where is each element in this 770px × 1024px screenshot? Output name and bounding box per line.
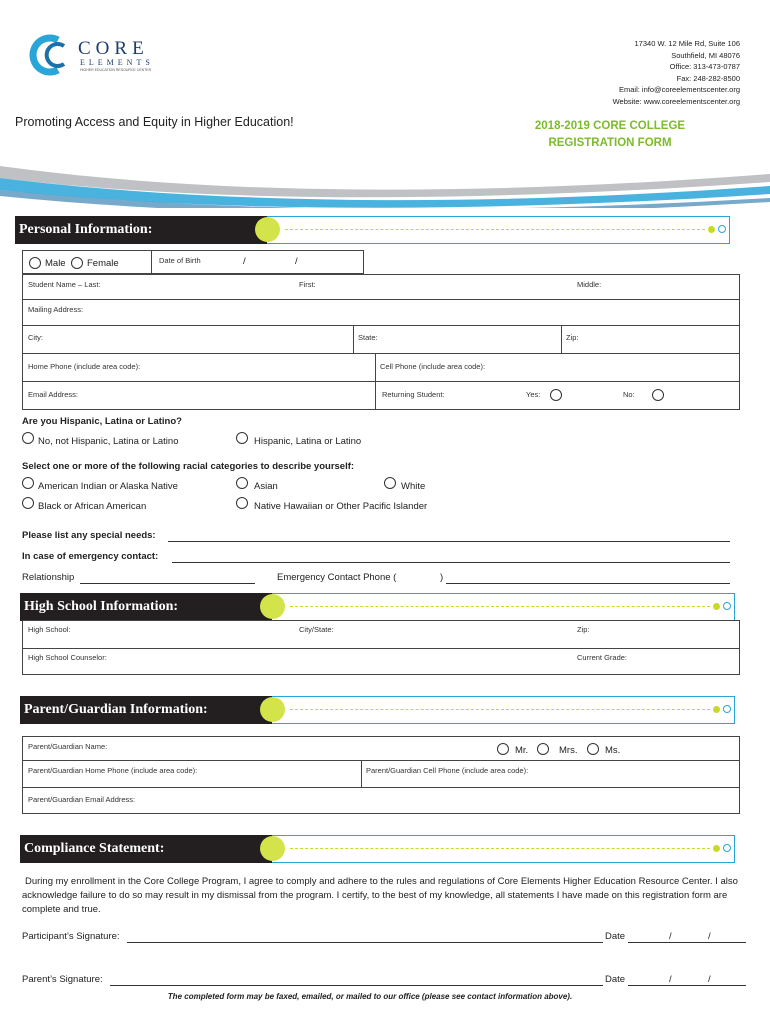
tagline: Promoting Access and Equity in Higher Education! xyxy=(15,115,294,129)
returning-no-radio[interactable] xyxy=(652,389,664,401)
parent-cell-phone-label: Parent/Guardian Cell Phone (include area code): xyxy=(366,766,529,775)
compliance-heading: Compliance Statement: xyxy=(20,835,272,863)
special-needs-label: Please list any special needs: xyxy=(22,530,156,541)
form-title-line-1: 2018-2019 CORE COLLEGE xyxy=(534,120,686,132)
website: Website: www.coreelementscenter.org xyxy=(612,96,740,106)
form-title-line-2: REGISTRATION FORM xyxy=(548,137,672,149)
parent-signature-line[interactable] xyxy=(110,985,603,986)
hispanic-label: Hispanic, Latina or Latino xyxy=(254,436,362,447)
grade-label: Current Grade: xyxy=(577,653,628,662)
state-label: State: xyxy=(358,333,378,342)
parent-section-header xyxy=(20,696,735,724)
footer-note: The completed form may be faxed, emailed, or mailed to our office (please see contact information above). xyxy=(167,992,573,1001)
middle-name-label: Middle: xyxy=(577,280,602,289)
relationship-label: Relationship xyxy=(22,572,75,583)
female-radio[interactable] xyxy=(71,257,83,269)
logo-tagline: HIGHER EDUCATION RESOURCE CENTER xyxy=(80,68,152,72)
no-label: No: xyxy=(623,390,635,399)
parent-grid xyxy=(22,736,740,814)
emergency-phone-line[interactable] xyxy=(446,583,730,584)
fax: Fax: 248-282-8500 xyxy=(676,73,740,83)
home-phone-label: Home Phone (include area code): xyxy=(28,362,141,371)
participant-signature-label: Participant’s Signature: xyxy=(22,931,120,942)
american-indian-label: American Indian or Alaska Native xyxy=(38,481,178,492)
dob-slash-1: / xyxy=(243,256,246,267)
city-label: City: xyxy=(28,333,43,342)
black-radio[interactable] xyxy=(22,497,34,509)
logo xyxy=(20,34,170,76)
black-label: Black or African American xyxy=(38,501,147,512)
parent-date-slash-1: / xyxy=(669,974,672,985)
returning-yes-radio[interactable] xyxy=(550,389,562,401)
logo-subtext: ELEMENTS xyxy=(80,58,154,67)
counselor-label: High School Counselor: xyxy=(28,653,107,662)
personal-heading: Personal Information: xyxy=(15,216,267,244)
mr-radio[interactable] xyxy=(497,743,509,755)
participant-date-line[interactable] xyxy=(628,942,746,943)
contact-block xyxy=(613,38,740,107)
parent-email-label: Parent/Guardian Email Address: xyxy=(28,795,136,804)
emergency-phone-label: Emergency Contact Phone ( xyxy=(277,572,397,583)
participant-date-slash-1: / xyxy=(669,931,672,942)
hs-city-state-label: City/State: xyxy=(299,625,334,634)
dob-label: Date of Birth xyxy=(159,256,201,265)
high-school-heading: High School Information: xyxy=(20,593,272,621)
parent-date-line[interactable] xyxy=(628,985,746,986)
dob-slash-2: / xyxy=(295,256,298,267)
female-label: Female xyxy=(87,258,119,269)
ms-radio[interactable] xyxy=(587,743,599,755)
personal-section-header xyxy=(15,216,730,244)
parent-home-phone-label: Parent/Guardian Home Phone (include area code): xyxy=(28,766,198,775)
compliance-section-header xyxy=(20,835,735,863)
cell-phone-label: Cell Phone (include area code): xyxy=(380,362,486,371)
email-label: Email Address: xyxy=(28,390,79,399)
email: Email: info@coreelementscenter.org xyxy=(618,85,740,94)
zip-label: Zip: xyxy=(566,333,579,342)
mr-label: Mr. xyxy=(515,745,529,756)
compliance-text: During my enrollment in the Core College Program, I agree to comply and adhere to the rules and regulations of Core Elements Higher Education Resource Center. I also acknowledge failure to do so may result in my dismissal from the program. I certify, to the best of my knowledge, all statements I have made on this registration form are complete and true. xyxy=(22,876,738,915)
participant-date-slash-2: / xyxy=(708,931,711,942)
personal-grid xyxy=(22,274,740,410)
yes-label: Yes: xyxy=(526,390,541,399)
parent-heading: Parent/Guardian Information: xyxy=(20,696,272,724)
ms-label: Ms. xyxy=(605,745,621,756)
parent-signature-label: Parent’s Signature: xyxy=(22,974,103,985)
emergency-label: In case of emergency contact: xyxy=(22,551,159,562)
student-last-label: Student Name – Last: xyxy=(28,280,101,289)
male-label: Male xyxy=(45,258,66,269)
relationship-line[interactable] xyxy=(80,583,255,584)
participant-signature-line[interactable] xyxy=(127,942,603,943)
mrs-radio[interactable] xyxy=(537,743,549,755)
asian-radio[interactable] xyxy=(236,477,248,489)
form-title xyxy=(510,118,710,152)
mrs-label: Mrs. xyxy=(559,745,578,756)
parent-date-label: Date xyxy=(605,974,626,985)
logo-mark-icon xyxy=(20,34,80,76)
hawaiian-label: Native Hawaiian or Other Pacific Islander xyxy=(254,501,428,512)
male-radio[interactable] xyxy=(29,257,41,269)
parent-name-label: Parent/Guardian Name: xyxy=(28,742,108,751)
hawaiian-radio[interactable] xyxy=(236,497,248,509)
white-label: White xyxy=(401,481,426,492)
high-school-grid xyxy=(22,620,740,675)
office-phone: Office: 313-473-0787 xyxy=(669,62,740,71)
participant-date-label: Date xyxy=(605,931,626,942)
american-indian-radio[interactable] xyxy=(22,477,34,489)
asian-label: Asian xyxy=(254,481,278,492)
emergency-phone-close: ) xyxy=(440,572,444,583)
hispanic-radio[interactable] xyxy=(236,432,248,444)
ethnicity-question: Are you Hispanic, Latina or Latino? xyxy=(22,416,182,427)
white-radio[interactable] xyxy=(384,477,396,489)
city: Southfield, MI 48076 xyxy=(671,50,740,60)
address: 17340 W. 12 Mile Rd, Suite 106 xyxy=(634,39,740,48)
high-school-section-header xyxy=(20,593,735,621)
mailing-label: Mailing Address: xyxy=(28,305,84,314)
header-swoosh xyxy=(0,156,770,208)
high-school-label: High School: xyxy=(28,625,71,634)
not-hispanic-radio[interactable] xyxy=(22,432,34,444)
returning-label: Returning Student: xyxy=(382,390,445,399)
race-question: Select one or more of the following racial categories to describe yourself: xyxy=(22,461,355,472)
special-needs-line[interactable] xyxy=(168,541,730,542)
emergency-line[interactable] xyxy=(172,562,730,563)
gender-dob-box xyxy=(22,250,364,274)
logo-text: CORE xyxy=(78,38,149,59)
hs-zip-label: Zip: xyxy=(577,625,590,634)
not-hispanic-label: No, not Hispanic, Latina or Latino xyxy=(38,436,179,447)
first-name-label: First: xyxy=(299,280,316,289)
parent-date-slash-2: / xyxy=(708,974,711,985)
